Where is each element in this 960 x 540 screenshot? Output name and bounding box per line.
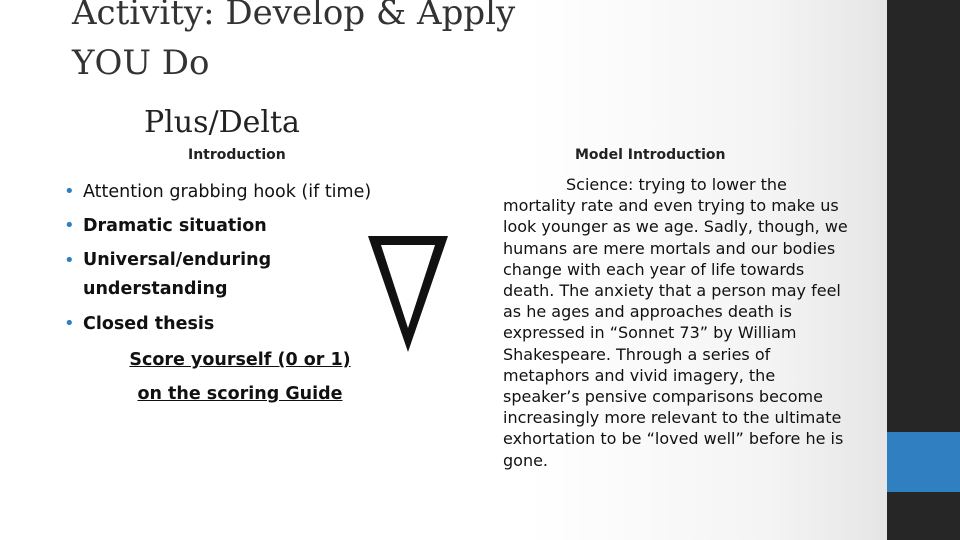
score-line-2: on the scoring Guide <box>137 384 343 404</box>
slide-title <box>72 0 515 88</box>
bullet-dot-icon: • <box>64 215 75 236</box>
bullet-dot-icon: • <box>64 250 75 271</box>
title-line-1: Activity: Develop & Apply <box>72 0 516 33</box>
delta-triangle-icon <box>368 236 448 352</box>
introduction-heading: Introduction <box>188 147 286 163</box>
subtitle: Plus/Delta <box>144 105 300 140</box>
title-line-2: YOU Do <box>72 43 210 83</box>
model-introduction-heading: Model Introduction <box>575 147 726 163</box>
score-line-1: Score yourself (0 or 1) <box>129 350 351 370</box>
list-item: • Attention grabbing hook (if time) <box>62 178 422 206</box>
list-item: • Closed thesis <box>62 310 422 338</box>
sidebar-accent <box>887 432 960 492</box>
list-item: • Universal/enduring understanding <box>62 246 288 304</box>
bullet-dot-icon: • <box>64 181 75 202</box>
model-introduction-text: Science: trying to lower the mortality rate and even trying to make us look younger as we age. Sadly, though, we humans are mere mortals and our bodies change with each year of life towards death. The anxiety that a person may feel as he ages and approaches death is expressed in “Sonnet 73” by William Shakespeare. Through a series of metaphors and vivid imagery, the speaker’s pensive comparisons become increasingly more relevant to the ultimate exhortation to be “loved well” before he is gone. <box>503 175 848 470</box>
list-item: • Dramatic situation <box>62 212 422 240</box>
bullet-dot-icon: • <box>64 313 75 334</box>
score-instruction <box>110 343 370 411</box>
